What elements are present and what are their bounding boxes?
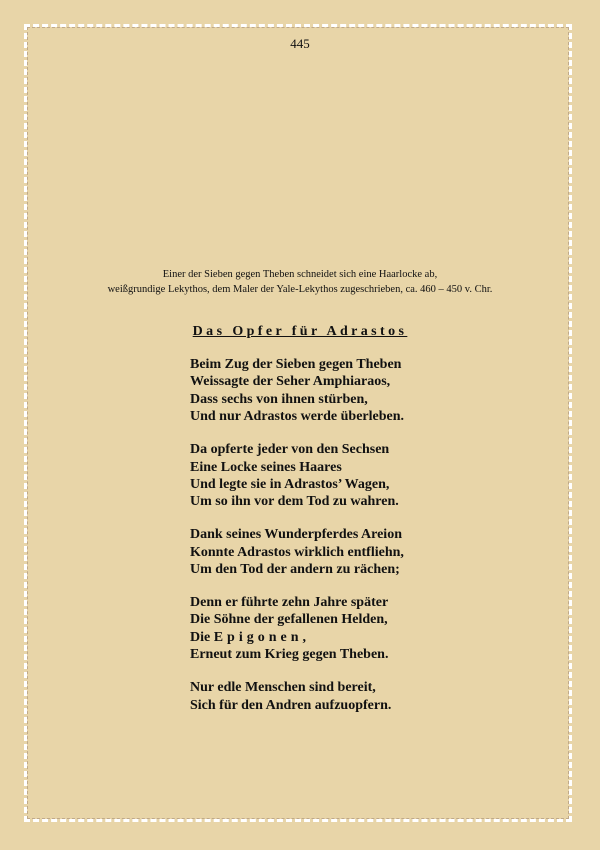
page-number: 445 <box>290 36 310 51</box>
stanza <box>190 441 404 511</box>
poem-line: Konnte Adrastos wirklich entfliehn, <box>190 544 404 560</box>
poem-line <box>190 629 404 646</box>
stanza <box>190 526 404 578</box>
poem-line: Um den Tod der andern zu rächen; <box>190 562 400 578</box>
poem-line: Weissagte der Seher Amphiaraos, <box>190 374 391 390</box>
stanza <box>190 594 404 664</box>
poem-line: Da opferte jeder von den Sechsen <box>190 442 390 458</box>
poem-line: Beim Zug der Sieben gegen Theben <box>190 357 402 372</box>
poem-line: Die Söhne der gefallenen Helden, <box>190 612 388 628</box>
poem-line: Und legte sie in Adrastos’ Wagen, <box>190 476 390 492</box>
poem-line-prefix: Die <box>190 629 214 645</box>
stanza <box>190 356 404 426</box>
epigonen-word: Epigonen, <box>213 629 311 645</box>
poem-line: Und nur Adrastos werde überleben. <box>190 409 405 425</box>
caption-line: weißgrundige Lekythos, dem Maler der Yale-Lekythos zugeschrieben, ca. 460 – 450 v. Chr. <box>107 284 493 295</box>
poem-line: Eine Locke seines Haares <box>190 459 342 475</box>
stanza <box>190 679 404 714</box>
poem-line: Sich für den Andren aufzuopfern. <box>190 697 392 713</box>
poem-title: Das Opfer für Adrastos <box>192 324 408 339</box>
poem-line: Nur edle Menschen sind bereit, <box>190 680 376 696</box>
poem-line: Dank seines Wunderpferdes Areion <box>190 527 402 543</box>
poem-line: Dass sechs von ihnen stürben, <box>190 391 368 407</box>
poem-body <box>190 356 404 729</box>
poem-line: Um so ihn vor dem Tod zu wahren. <box>190 494 399 510</box>
image-caption <box>0 267 600 297</box>
caption-line: Einer der Sieben gegen Theben schneidet sich eine Haarlocke ab, <box>162 269 438 280</box>
poem-line: Erneut zum Krieg gegen Theben. <box>190 647 389 663</box>
poem-line: Denn er führte zehn Jahre später <box>190 594 389 610</box>
